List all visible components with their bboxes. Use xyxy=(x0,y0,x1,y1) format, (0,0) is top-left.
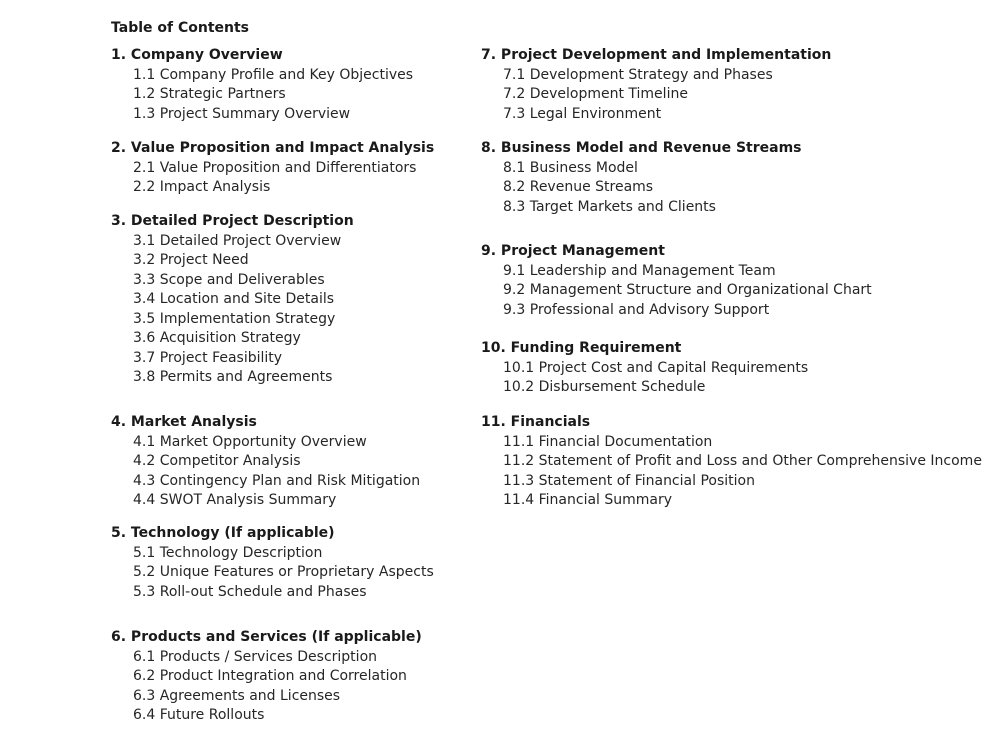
toc-entry[interactable]: 3.2 Project Need xyxy=(133,252,249,268)
toc-entry[interactable]: 3.4 Location and Site Details xyxy=(133,291,335,307)
toc-entry[interactable]: 2.2 Impact Analysis xyxy=(133,179,271,195)
toc-entry[interactable]: 11.4 Financial Summary xyxy=(503,492,673,508)
toc-entry[interactable]: 5.3 Roll-out Schedule and Phases xyxy=(133,583,367,600)
toc-entry[interactable]: 6.1 Products / Services Description xyxy=(133,648,378,665)
toc-entry[interactable]: 4.4 SWOT Analysis Summary xyxy=(133,492,337,508)
toc-entry[interactable]: 11.3 Statement of Financial Position xyxy=(503,472,755,489)
toc-entry[interactable]: 3.6 Acquisition Strategy xyxy=(133,330,301,346)
toc-title: Table of Contents xyxy=(111,20,250,36)
toc-entry[interactable]: 1.2 Strategic Partners xyxy=(133,86,286,102)
toc-entry[interactable]: 11.2 Statement of Profit and Loss and Other Comprehensive Income xyxy=(503,453,982,469)
toc-entry[interactable]: 7.1 Development Strategy and Phases xyxy=(503,66,773,83)
toc-entry[interactable]: 3.3 Scope and Deliverables xyxy=(133,271,325,288)
toc-section-8 xyxy=(481,139,802,217)
toc-entry[interactable]: 10.1 Project Cost and Capital Requirements xyxy=(503,359,809,376)
toc-entry[interactable]: 1.1 Company Profile and Key Objectives xyxy=(133,66,414,83)
toc-section-9 xyxy=(481,242,872,320)
section-heading[interactable]: 6. Products and Services (If applicable) xyxy=(111,629,422,645)
toc-entry[interactable]: 4.2 Competitor Analysis xyxy=(133,453,301,469)
toc-entry[interactable]: 6.2 Product Integration and Correlation xyxy=(133,668,407,684)
toc-entry[interactable]: 3.1 Detailed Project Overview xyxy=(133,232,342,249)
section-heading[interactable]: 5. Technology (If applicable) xyxy=(111,525,335,541)
toc-entry[interactable]: 3.8 Permits and Agreements xyxy=(133,369,333,385)
toc-entry[interactable]: 3.5 Implementation Strategy xyxy=(133,310,336,327)
toc-entry[interactable]: 8.3 Target Markets and Clients xyxy=(503,198,716,215)
toc-section-11 xyxy=(481,413,982,511)
section-heading[interactable]: 11. Financials xyxy=(481,414,591,430)
section-heading[interactable]: 1. Company Overview xyxy=(111,47,283,63)
toc-entry[interactable]: 7.2 Development Timeline xyxy=(503,86,688,102)
section-heading[interactable]: 3. Detailed Project Description xyxy=(111,213,354,229)
toc-section-6 xyxy=(111,628,422,726)
toc-entry[interactable]: 3.7 Project Feasibility xyxy=(133,349,283,366)
toc-entry[interactable]: 4.3 Contingency Plan and Risk Mitigation xyxy=(133,472,421,489)
toc-section-1 xyxy=(111,46,413,124)
toc-entry[interactable]: 6.3 Agreements and Licenses xyxy=(133,687,341,704)
section-heading[interactable]: 7. Project Development and Implementation xyxy=(481,47,832,63)
toc-entry[interactable]: 9.2 Management Structure and Organizational Chart xyxy=(503,282,872,298)
section-heading[interactable]: 4. Market Analysis xyxy=(111,414,257,430)
toc-entry[interactable]: 6.4 Future Rollouts xyxy=(133,707,265,723)
toc-section-2 xyxy=(111,139,434,198)
section-heading[interactable]: 8. Business Model and Revenue Streams xyxy=(481,140,802,156)
toc-entry[interactable]: 8.1 Business Model xyxy=(503,159,638,176)
toc-entry[interactable]: 10.2 Disbursement Schedule xyxy=(503,379,706,395)
toc-entry[interactable]: 9.3 Professional and Advisory Support xyxy=(503,301,770,318)
toc-entry[interactable]: 8.2 Revenue Streams xyxy=(503,179,654,195)
toc-entry[interactable]: 5.1 Technology Description xyxy=(133,544,323,561)
toc-section-5 xyxy=(111,524,434,602)
toc-entry[interactable]: 11.1 Financial Documentation xyxy=(503,433,713,450)
section-heading[interactable]: 10. Funding Requirement xyxy=(481,340,682,356)
toc-entry[interactable]: 1.3 Project Summary Overview xyxy=(133,105,351,122)
toc-entry[interactable]: 5.2 Unique Features or Proprietary Aspects xyxy=(133,564,434,580)
toc-entry[interactable]: 4.1 Market Opportunity Overview xyxy=(133,433,367,450)
toc-entry[interactable]: 9.1 Leadership and Management Team xyxy=(503,262,776,279)
toc-section-4 xyxy=(111,413,420,511)
toc-section-3 xyxy=(111,212,354,388)
toc-entry[interactable]: 2.1 Value Proposition and Differentiators xyxy=(133,159,417,176)
toc-section-7 xyxy=(481,46,831,124)
section-heading[interactable]: 2. Value Proposition and Impact Analysis xyxy=(111,140,435,156)
section-heading[interactable]: 9. Project Management xyxy=(481,243,665,259)
toc-section-10 xyxy=(481,339,808,398)
toc-entry[interactable]: 7.3 Legal Environment xyxy=(503,105,662,122)
